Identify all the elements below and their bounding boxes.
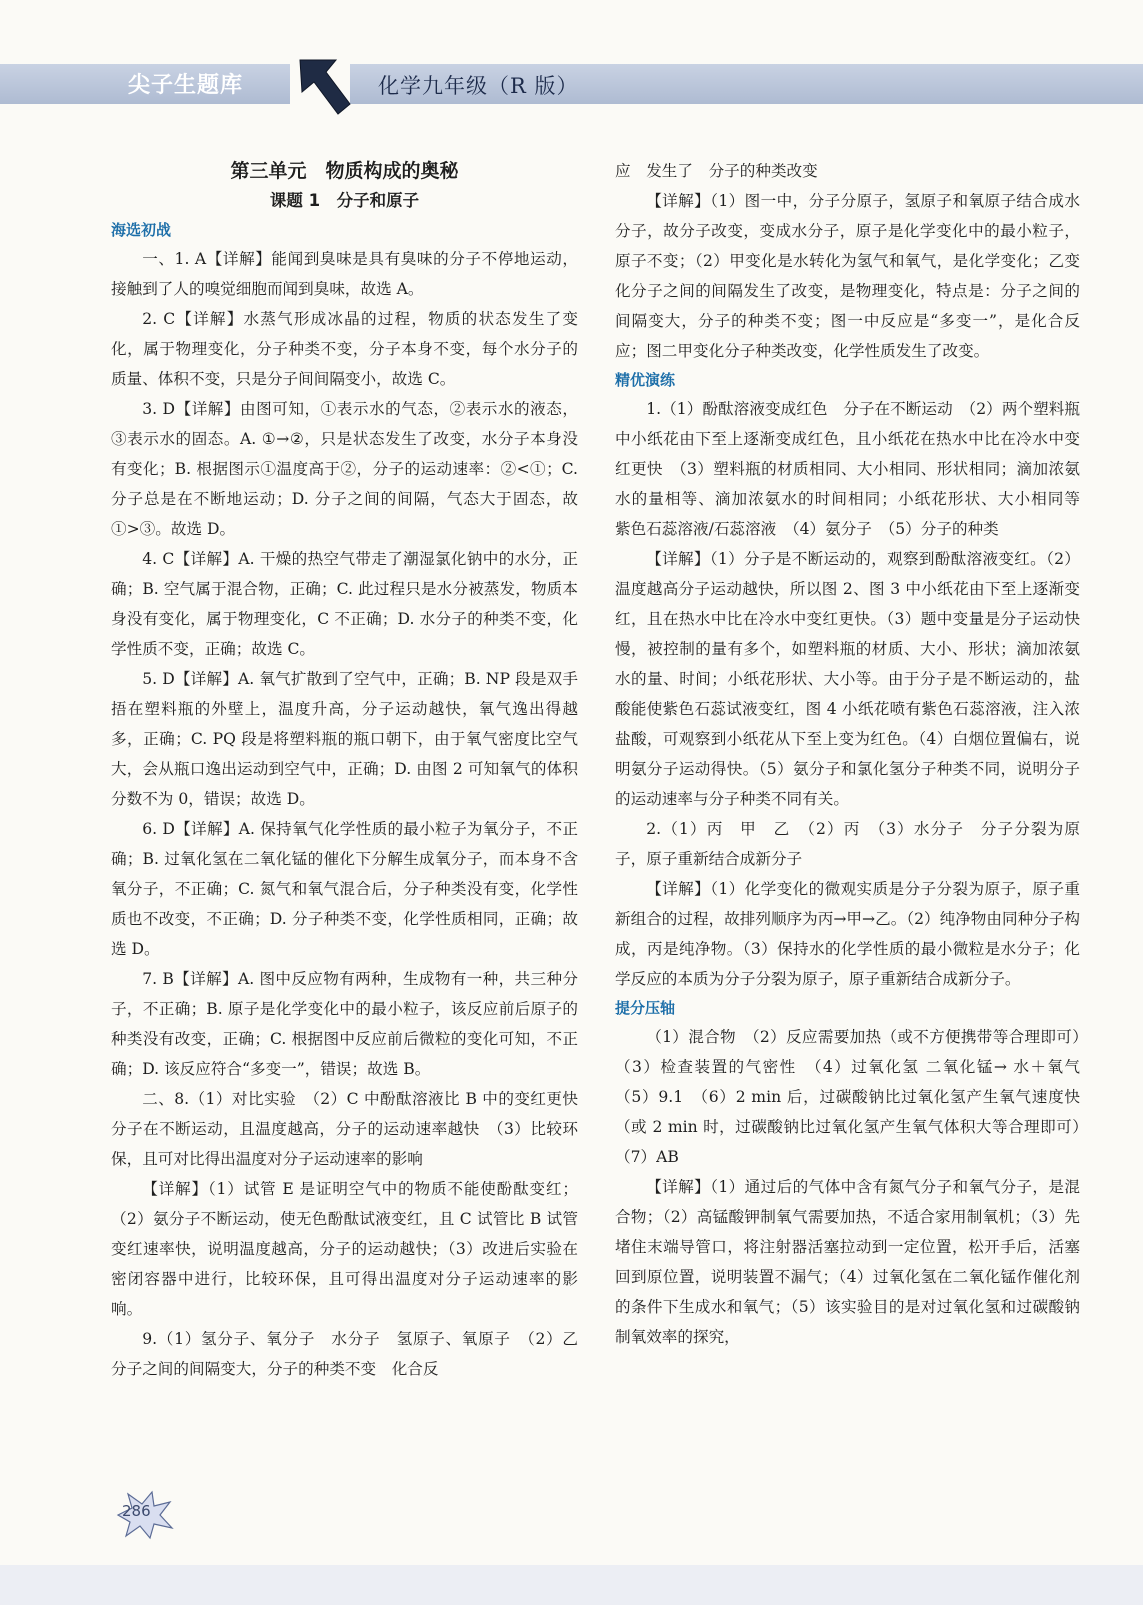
answer-paragraph: 2.（1）丙 甲 乙 （2）丙 （3）水分子 分子分裂为原子，原子重新结合成新分子: [615, 820, 1080, 868]
bottom-band: [0, 1565, 1143, 1605]
unit-title: 第三单元 物质构成的奥秘: [230, 160, 459, 182]
arrow-icon: [292, 56, 354, 118]
answer-paragraph: （1）混合物 （2）反应需要加热（或不方便携带等合理即可） （3）检查装置的气密性 （4）过氧化氢 二氧化锰→ 水＋氧气 （5）9.1 （6）2 min 后，过碳酸钠比过氧化氢产生氧气速度快（或 2 min 时，过碳酸钠比过氧化氢产生氧气体积大等合理即可） （7）AB: [615, 1028, 1096, 1166]
subject-title: 化学九年级（R 版）: [378, 74, 579, 98]
page-number: 286: [122, 1502, 151, 1520]
section-heading: 提分压轴: [615, 999, 676, 1017]
answer-paragraph: 【详解】（1）分子是不断运动的，观察到酚酞溶液变红。（2）温度越高分子运动越快，所以图 2、图 3 中小纸花由下至上逐渐变红，且在热水中比在冷水中变红更快。（3）题中变量是分子运动快慢，被控制的量有多个，如塑料瓶的材质、大小、形状；滴加浓氨水的量、时间；小纸花形状、大小等。由于分子是不断运动的，盐酸能使紫色石蕊试液变红，图 4 小纸花喷有紫色石蕊溶液，注入浓盐酸，可观察到小纸花从下至上变为红色。（4）白烟位置偏右，说明氨分子运动得快。（5）氨分子和氯化氢分子种类不同，说明分子的运动速率与分子种类不同有关。: [615, 550, 1080, 808]
section-heading: 精优演练: [615, 371, 676, 389]
answer-paragraph: 【详解】（1）化学变化的微观实质是分子分裂为原子，原子重新组合的过程，故排列顺序为丙→甲→乙。（2）纯净物由同种分子构成，丙是纯净物。（3）保持水的化学性质的最小微粒是水分子；化学反应的本质为分子分裂为原子，原子重新结合成新分子。: [615, 880, 1080, 988]
answer-paragraph: 【详解】（1）图一中，分子分原子，氢原子和氧原子结合成水分子，故分子改变，变成水分子，原子是化学变化中的最小粒子，原子不变；（2）甲变化是水转化为氢气和氧气，是化学变化；乙变化分子之间的间隔发生了改变，是物理变化，特点是：分子之间的间隔变大，分子的种类不变；图一中反应是“多变一”，是化合反应；图二甲变化分子种类改变，化学性质发生了改变。: [615, 192, 1080, 360]
answer-paragraph: 6. D【详解】A. 保持氧气化学性质的最小粒子为氧分子，不正确；B. 过氧化氢在二氧化锰的催化下分解生成氧分子，而本身不含氧分子，不正确；C. 氮气和氧气混合后，分子种类没有变，化学性质也不改变，不正确；D. 分子种类不变，化学性质相同，正确；故选 D。: [111, 820, 578, 958]
brand-title: 尖子生题库: [128, 73, 244, 98]
left-column: [111, 156, 594, 1384]
answer-paragraph: 4. C【详解】A. 干燥的热空气带走了潮湿氯化钠中的水分，正确；B. 空气属于混合物，正确；C. 此过程只是水分被蒸发，物质本身没有变化，属于物理变化，C 不正确；D. 水分子的种类不变，化学性质不变，正确；故选 C。: [111, 550, 578, 658]
answer-paragraph: 一、1. A【详解】能闻到臭味是具有臭味的分子不停地运动，接触到了人的嗅觉细胞而闻到臭味，故选 A。: [111, 250, 578, 298]
answer-paragraph: 5. D【详解】A. 氧气扩散到了空气中，正确；B. NP 段是双手捂在塑料瓶的外壁上，温度升高，分子运动越快，氧气逸出得越多，正确；C. PQ 段是将塑料瓶的瓶口朝下，由于氧气密度比空气大，会从瓶口逸出运动到空气中，正确；D. 由图 2 可知氧气的体积分数不为 0，错误；故选 D。: [111, 670, 578, 808]
answer-paragraph: 应 发生了 分子的种类改变: [615, 162, 818, 180]
answer-paragraph: 【详解】（1）通过后的气体中含有氮气分子和氧气分子，是混合物；（2）高锰酸钾制氧气需要加热，不适合家用制氧机；（3）先堵住末端导管口，将注射器活塞拉动到一定位置，松开手后，活塞回到原位置，说明装置不漏气；（4）过氧化氢在二氧化锰作催化剂的条件下生成水和氧气；（5）该实验目的是对过氧化氢和过碳酸钠制氧效率的探究，: [615, 1178, 1080, 1346]
page-header: [0, 62, 1143, 112]
page-number-badge: [108, 1490, 178, 1540]
answer-paragraph: 2. C【详解】水蒸气形成冰晶的过程，物质的状态发生了变化，属于物理变化，分子种类不变，分子本身不变，每个水分子的质量、体积不变，只是分子间间隔变小，故选 C。: [111, 310, 578, 388]
answer-paragraph: 【详解】（1）试管 E 是证明空气中的物质不能使酚酞变红；（2）氨分子不断运动，使无色酚酞试液变红，且 C 试管比 B 试管变红速率快，说明温度越高，分子的运动越快；（3）改进后实验在密闭容器中进行，比较环保，且可得出温度对分子运动速率的影响。: [111, 1180, 578, 1318]
answer-paragraph: 7. B【详解】A. 图中反应物有两种，生成物有一种，共三种分子，不正确；B. 原子是化学变化中的最小粒子，该反应前后原子的种类没有改变，正确；C. 根据图中反应前后微粒的变化可知，不正确；D. 该反应符合“多变一”，错误；故选 B。: [111, 970, 578, 1078]
answer-paragraph: 3. D【详解】由图可知，①表示水的气态，②表示水的液态，③表示水的固态。A. ①→②，只是状态发生了改变，水分子本身没有变化；B. 根据图示①温度高于②，分子的运动速率：②<①；C. 分子总是在不断地运动；D. 分子之间的间隔，气态大于固态，故①>③。故选 D。: [111, 400, 578, 538]
lesson-title: 课题 1 分子和原子: [269, 191, 420, 210]
answer-paragraph: 9.（1）氢分子、氧分子 水分子 氢原子、氧原子 （2）乙 分子之间的间隔变大，分子的种类不变 化合反: [111, 1330, 594, 1378]
answer-paragraph: 二、8.（1）对比实验 （2）C 中酚酞溶液比 B 中的变红更快 分子在不断运动，且温度越高，分子的运动速率越快 （3）比较环保，且可对比得出温度对分子运动速率的影响: [111, 1090, 594, 1168]
answer-paragraph: 1.（1）酚酞溶液变成红色 分子在不断运动 （2）两个塑料瓶中小纸花由下至上逐渐变成红色，且小纸花在热水中比在冷水中变红更快 （3）塑料瓶的材质相同、大小相同、形状相同；滴加浓氨水的量相等、滴加浓氨水的时间相同；小纸花形状、大小相同等 紫色石蕊溶液/石蕊溶液 （4）氨分子 （5）分子的种类: [615, 400, 1096, 538]
right-column: [615, 156, 1096, 1352]
section-heading: 海选初战: [111, 221, 172, 239]
